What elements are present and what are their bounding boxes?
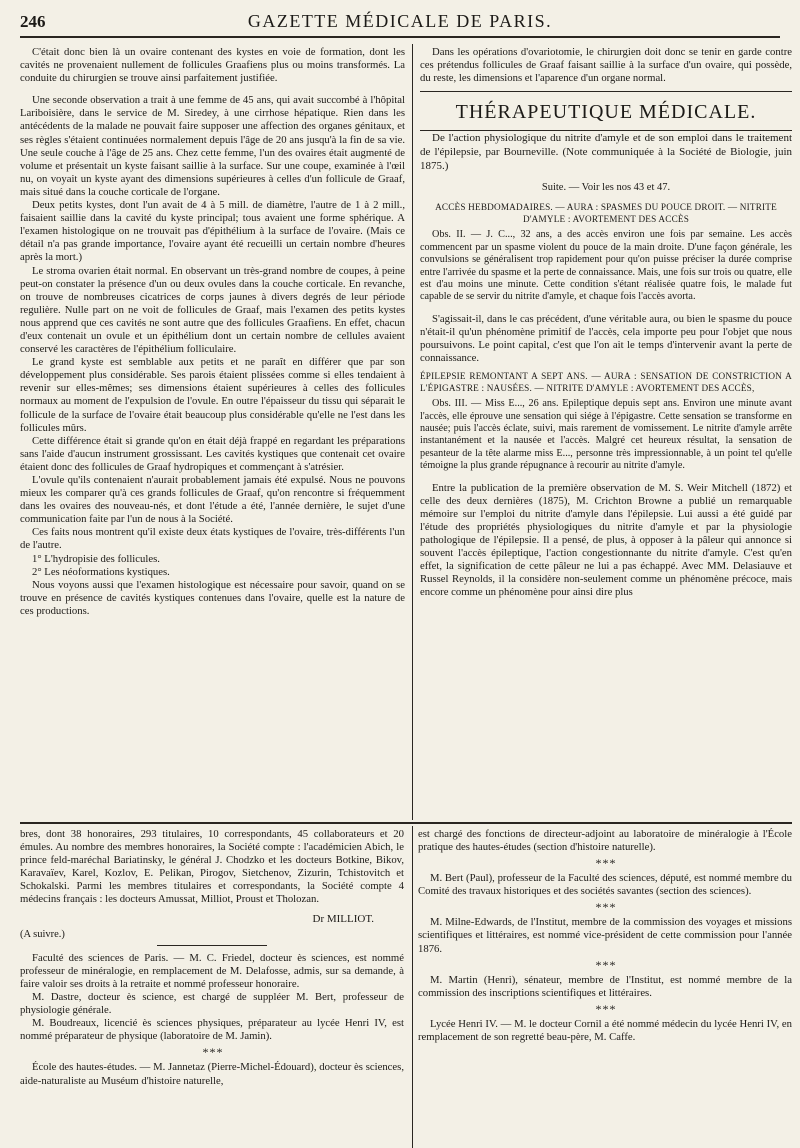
paragraph: M. Milne-Edwards, de l'Institut, membre de la commission des voyages et missions scientifiques et littéraires, est nommé vice-président de cette commission pour l'année 1876. bbox=[418, 916, 792, 955]
section-title: THÉRAPEUTIQUE MÉDICALE. bbox=[455, 101, 757, 124]
column-right-top bbox=[420, 46, 792, 818]
to-be-continued: (A suivre.) bbox=[20, 928, 65, 940]
paragraph: Lycée Henri IV. — M. le docteur Cornil a été nommé médecin du lycée Henri IV, en remplacement de son regretté beau-père, M. Caffe. bbox=[418, 1017, 792, 1043]
paragraph: bres, dont 38 honoraires, 293 titulaires, 10 correspondants, 45 collaborateurs et 20 émules. Au nombre des membres honoraires, la Société compte : l'académicien Abich, le prince feld-maréchal Bariatinsky, le général J. Chodzko et les docteurs Botkine, Bikov, Karavaïev, Karel, Kozlov, E. Pelikan, Pirogov, Sietchenov, Zizurin, Tchistovitch et Schokalski. Parmi les membres titulaires et correspondants, la Société compte 4 médecins français : les docteurs Amussat, Milliot, Proust et Tholozan. bbox=[20, 828, 404, 906]
article-heading: De l'action physiologique du nitrite d'amyle et de son emploi dans le traitement de l'épilepsie, par Bourneville. (Note communiquée à la Société de Biologie, juin 1875.) bbox=[420, 132, 792, 173]
asterism: * * * bbox=[595, 1001, 615, 1016]
column-divider-bottom bbox=[412, 826, 413, 1148]
section-box bbox=[420, 91, 792, 131]
column-divider-top bbox=[412, 44, 413, 820]
observation-heading: ACCÈS HEBDOMADAIRES. — AURA : SPASMES DU POUCE DROIT. — NITRITE D'AMYLE : AVORTEMENT DES ACCÈS bbox=[435, 202, 777, 224]
section-divider bbox=[20, 822, 792, 824]
column-right-bottom bbox=[418, 828, 792, 1146]
paragraph: Faculté des sciences de Paris. — M. C. Friedel, docteur ès sciences, est nommé professeur de minéralogie, en remplacement de M. Delafosse, admis, sur sa demande, à faire valoir ses droits à la retraite et nommé professeur honoraire. bbox=[20, 951, 404, 990]
observation-text: Obs. II. — J. C..., 32 ans, a des accès environ une fois par semaine. Les accès commencent par un spasme violent du pouce de la main droite. D'une façon générale, les convulsions se généralisent trop rapidement pour qu'on puisse préciser la durée comprise entre l'arrivée du spasme et la perte de connaissance. Mais, une fois sur trois ou quatre, elle est d'au moins une minute. Cette condition s'étant réalisée quatre fois, le malade fut capable de se servir du nitrite d'amyle, et chaque fois l'accès avorta. bbox=[420, 229, 792, 303]
paragraph: Ces faits nous montrent qu'il existe deux états kystiques de l'ovaire, très-différents l'un de l'autre. bbox=[20, 526, 405, 552]
paragraph: est chargé des fonctions de directeur-adjoint au laboratoire de minéralogie à l'École pratique des hautes-études (section d'histoire naturelle). bbox=[418, 828, 792, 854]
paragraph: S'agissait-il, dans le cas précédent, d'une véritable aura, ou bien le spasme du pouce n'était-il qu'un phénomène primitif de l'accès, cela importe peu pour l'objet que nous poursuivons. Le point capital, c'est que l'on ait le temps d'intervenir avant la perte de connaissance. bbox=[420, 312, 792, 365]
paragraph: Entre la publication de la première observation de M. S. Weir Mitchell (1872) et celle des deux dernières (1875), M. Crichton Browne a publié un remarquable mémoire sur l'emploi du nitrite d'amyle dans l'épilepsie. Lui aussi a été guidé par l'étude des propriétés physiologiques du nitrite d'amyle et par la physiologie pathologique de l'épilepsie. Il a pensé, de plus, à opposer à la pâleur qui annonce si souvent l'accès épileptique, l'action congestionnante du nitrite d'amyle. C'est qu'en effet, la signification de cette pâleur ne lui a pas échappé. Avec MM. Delasiauve et Russel Reynolds, il la considère non-seulement comme un phénomène précoce, mais encore comme un phénomène pour ainsi dire plus bbox=[420, 481, 792, 599]
paragraph: L'ovule qu'ils contenaient n'aurait probablement jamais été expulsé. Nous ne pouvons mieux les comparer qu'à ces grands follicules de Graaf, qu'on rencontre si fréquemment dans les ovaires des nouveau-nés, et dont l'étude a été, l'année dernière, le sujet d'une communication faite par l'un de nous à la Société. bbox=[20, 474, 405, 526]
paragraph: École des hautes-études. — M. Jannetaz (Pierre-Michel-Édouard), docteur ès sciences, aide-naturaliste au Muséum d'histoire naturelle, bbox=[20, 1061, 404, 1087]
observation-heading: ÉPILEPSIE REMONTANT A SEPT ANS. — AURA : SENSATION DE CONSTRICTION A L'ÉPIGASTRE : NAUSÉES. — NITRITE D'AMYLE : AVORTEMENT DES ACCÈS, bbox=[420, 371, 792, 393]
page-number: 246 bbox=[20, 12, 46, 31]
asterism: * * * bbox=[202, 1045, 222, 1060]
asterism: * * * bbox=[595, 900, 615, 915]
paragraph: Dans les opérations d'ovariotomie, le chirurgien doit donc se tenir en garde contre ces prétendus follicules de Graaf faisant saillie à la surface d'un ovaire, qui possède, du reste, les dimensions et l'aparence d'un organe normal. bbox=[420, 46, 792, 85]
column-left-bottom bbox=[20, 828, 404, 1146]
paragraph: Le grand kyste est semblable aux petits et ne paraît en différer que par son développement plus considérable. Ses parois étaient plissées comme si elles tendaient à revenir sur elles-mêmes; ses dimensions étaient supérieures à celles des follicules normaux au moment de l'expulsion de l'ovule. En outre l'épaisseur du tissu qui séparait le follicule de la surface de l'ovaire était beaucoup plus considérable qu'elle ne l'est dans les follicules mûrs. bbox=[20, 356, 405, 434]
short-rule bbox=[157, 945, 267, 946]
paragraph: M. Bert (Paul), professeur de la Faculté des sciences, député, est nommé membre du Comité des travaux historiques et des sociétés savantes (section des sciences). bbox=[418, 872, 792, 898]
paragraph: C'était donc bien là un ovaire contenant des kystes en voie de formation, dont les cavités ne provenaient nullement de follicules Graafiens plus ou moins transformés. La conduite du chirurgien se trouve ainsi parfaitement justifiée. bbox=[20, 46, 405, 85]
paragraph: Une seconde observation a trait à une femme de 45 ans, qui avait succombé à l'hôpital Lariboisière, dans le service de M. Siredey, à une cirrhose hépatique. Rien dans les antécédents de la malade ne pouvait faire supposer une affection des organes génitaux, et ses règles s'étaient continuées normalement depuis l'âge de 20 ans jusqu'à la fin de sa vie. Une seule couche à l'âge de 25 ans. Chez cette femme, l'un des ovaires était augmenté de volume et présentait un kyste faisant saillie à la surface. Sur une coupe, examinée à l'œil nu, on voyait un kyste ayant des dimensions supérieures à celles d'un follicule de Graaf, mais situé dans la couche corticale de l'organe. bbox=[20, 94, 405, 198]
observation-text: Obs. III. — Miss E..., 26 ans. Epileptique depuis sept ans. Environ une minute avant l'accès, elle éprouve une sensation qui siége à l'épigastre. Cette sensation se transforme en nausée; puis l'accès éclate, suivi, mais rarement de vomissement. Le nitrite d'amyle arrête instantanément et la nausée et l'accès. Malgré cet heureux résultat, la sensation de pesanteur de la tête alarme miss E..., personne très impressionnable, à un point tel qu'elle témoigne la plus grande répugnance à recourir au nitrite d'amyle. bbox=[420, 398, 792, 472]
paragraph: M. Martin (Henri), sénateur, membre de l'Institut, est nommé membre de la commission des inscriptions scientifiques et littéraires. bbox=[418, 973, 792, 999]
paragraph: Cette différence était si grande qu'on en était déjà frappé en regardant les préparations sans l'aide d'aucun instrument grossissant. Les cavités kystiques que contenait cet ovaire étaient donc des follicules de Graaf hydropiques et commençant à s'atrésier. bbox=[20, 434, 405, 473]
asterism: * * * bbox=[595, 957, 615, 972]
signature: Dr MILLIOT. bbox=[312, 912, 374, 925]
journal-title: GAZETTE MÉDICALE DE PARIS. bbox=[247, 11, 553, 31]
paragraph: M. Boudreaux, licencié ès sciences physiques, préparateur au lycée Henri IV, est nommé préparateur de physique (laboratoire de M. Jamin). bbox=[20, 1017, 404, 1043]
continuation-note: Suite. — Voir les nos 43 et 47. bbox=[541, 182, 671, 194]
list-item: 1° L'hydropisie des follicules. bbox=[32, 552, 160, 565]
paragraph: Nous voyons aussi que l'examen histologique est nécessaire pour savoir, quand on se trouve en présence de cavités kystiques contenues dans l'ovaire, quelle est la nature de ces productions. bbox=[20, 578, 405, 617]
paragraph: Le stroma ovarien était normal. En observant un très-grand nombre de coupes, à peine peut-on constater la présence d'un ou deux ovules dans la couche corticale. En revanche, on trouve de nombreuses cicatrices de corps jaunes à divers degrés de leur période regulière. Nulle part on ne voit de follicules de Graaf, mais l'examen des petits kystes nous apprend que ces cavités ne sont autre que des follicules Graafiens. En effet, chacun d'eux contenait un ovule et un épithélium dont un certain nombre de cellules avaient conservé les caractères de l'épithélium folliculaire. bbox=[20, 264, 405, 356]
page-header bbox=[20, 6, 780, 38]
paragraph: Deux petits kystes, dont l'un avait de 4 à 5 mill. de diamètre, l'autre de 1 à 2 mill., faisaient saillie dans la cavité du kyste principal; tous avaient une forme sphérique. A l'examen histologique on ne trouvait pas d'épithélium à la surface de l'ovaire. (Mais ce détail n'a pas grande importance, l'ovaire ayant été recueilli un certain nombre d'heures après la mort.) bbox=[20, 199, 405, 264]
asterism: * * * bbox=[595, 856, 615, 871]
column-left-top bbox=[20, 46, 405, 818]
list-item: 2° Les néoformations kystiques. bbox=[32, 565, 170, 578]
paragraph: M. Dastre, docteur ès science, est chargé de suppléer M. Bert, professeur de physiologie générale. bbox=[20, 991, 404, 1017]
